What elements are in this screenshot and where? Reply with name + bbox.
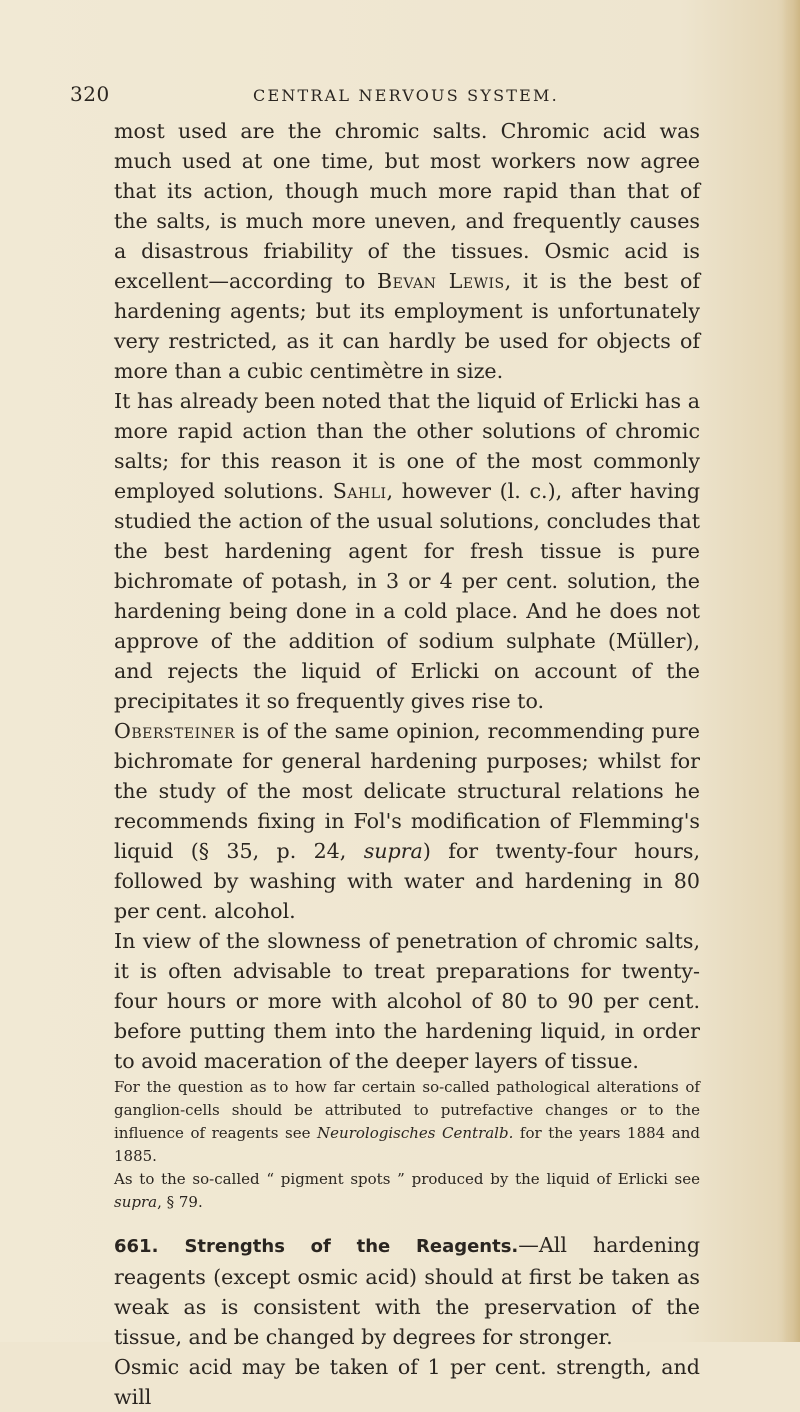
footnote-2: As to the so-called “ pigment spots ” produced by the liquid of Erlicki see supra, § 79. — [114, 1170, 700, 1211]
supra-reference: supra — [114, 1193, 158, 1211]
author-name: Bevan Lewis — [377, 269, 505, 293]
running-head: CENTRAL NERVOUS SYSTEM. — [253, 86, 559, 105]
paragraph-1: most used are the chromic salts. Chromic acid was much used at one time, but most workers now agree that its action, though much more rapid than that of the salts, is much more uneven, and frequently causes a disastrous friability of the tissues. Osmic acid is excellent—according to Bevan Lewis, it is the best of hardening agents; but its employment is unfortunately very restricted, as it can hardly be used for objects of more than a cubic centimètre in size. — [114, 119, 700, 383]
page-header — [0, 82, 800, 112]
author-name: Obersteiner — [114, 719, 236, 743]
section-title: Strengths of the Reagents. — [184, 1236, 519, 1257]
section-661 — [114, 1230, 700, 1352]
author-name: Sahli — [332, 479, 387, 503]
page-number: 320 — [70, 82, 110, 106]
journal-title: Neurologisches Centralb. — [317, 1124, 514, 1142]
paragraph-2: It has already been noted that the liquid of Erlicki has a more rapid action than the other solutions of chromic salts; for this reason it is one of the most commonly employed solutions. Sahli, however (l. c.), after having studied the action of the usual solutions, concludes that the best hardening agent for fresh tissue is pure bichromate of potash, in 3 or 4 per cent. solution, the hardening being done in a cold place. And he does not approve of the addition of sodium sulphate (Müller), and rejects the liquid of Erlicki on account of the precipitates it so frequently gives rise to. — [114, 389, 700, 713]
paragraph-3: Obersteiner is of the same opinion, recommending pure bichromate for general hardening purposes; whilst for the study of the most delicate structural relations he recommends fixing in Fol's modification of Flemming's liquid (§ 35, p. 24, supra) for twenty-four hours, followed by washing with water and hardening in 80 per cent. alcohol. — [114, 719, 700, 923]
body-text — [114, 116, 700, 1412]
supra-reference: supra — [363, 839, 423, 863]
page-edge-shadow — [782, 0, 800, 1342]
section-number: 661. — [114, 1236, 159, 1257]
paragraph-last: Osmic acid may be taken of 1 per cent. strength, and will — [114, 1355, 700, 1409]
section-text: —All hardening reagents (except osmic acid) should at first be taken as weak as is consistent with the preservation of the tissue, and be changed by degrees for stronger. — [114, 1233, 700, 1349]
paragraph-4: In view of the slowness of penetration of chromic salts, it is often advisable to treat preparations for twenty-four hours or more with alcohol of 80 to 90 per cent. before putting them into the hardening liquid, in order to avoid maceration of the deeper layers of tissue. — [114, 929, 700, 1073]
footnote-1: For the question as to how far certain so-called pathological alterations of ganglion-cells should be attributed to putrefactive changes or to the influence of reagents see Neurologisches Centralb. for the years 1884 and 1885. — [114, 1078, 700, 1165]
